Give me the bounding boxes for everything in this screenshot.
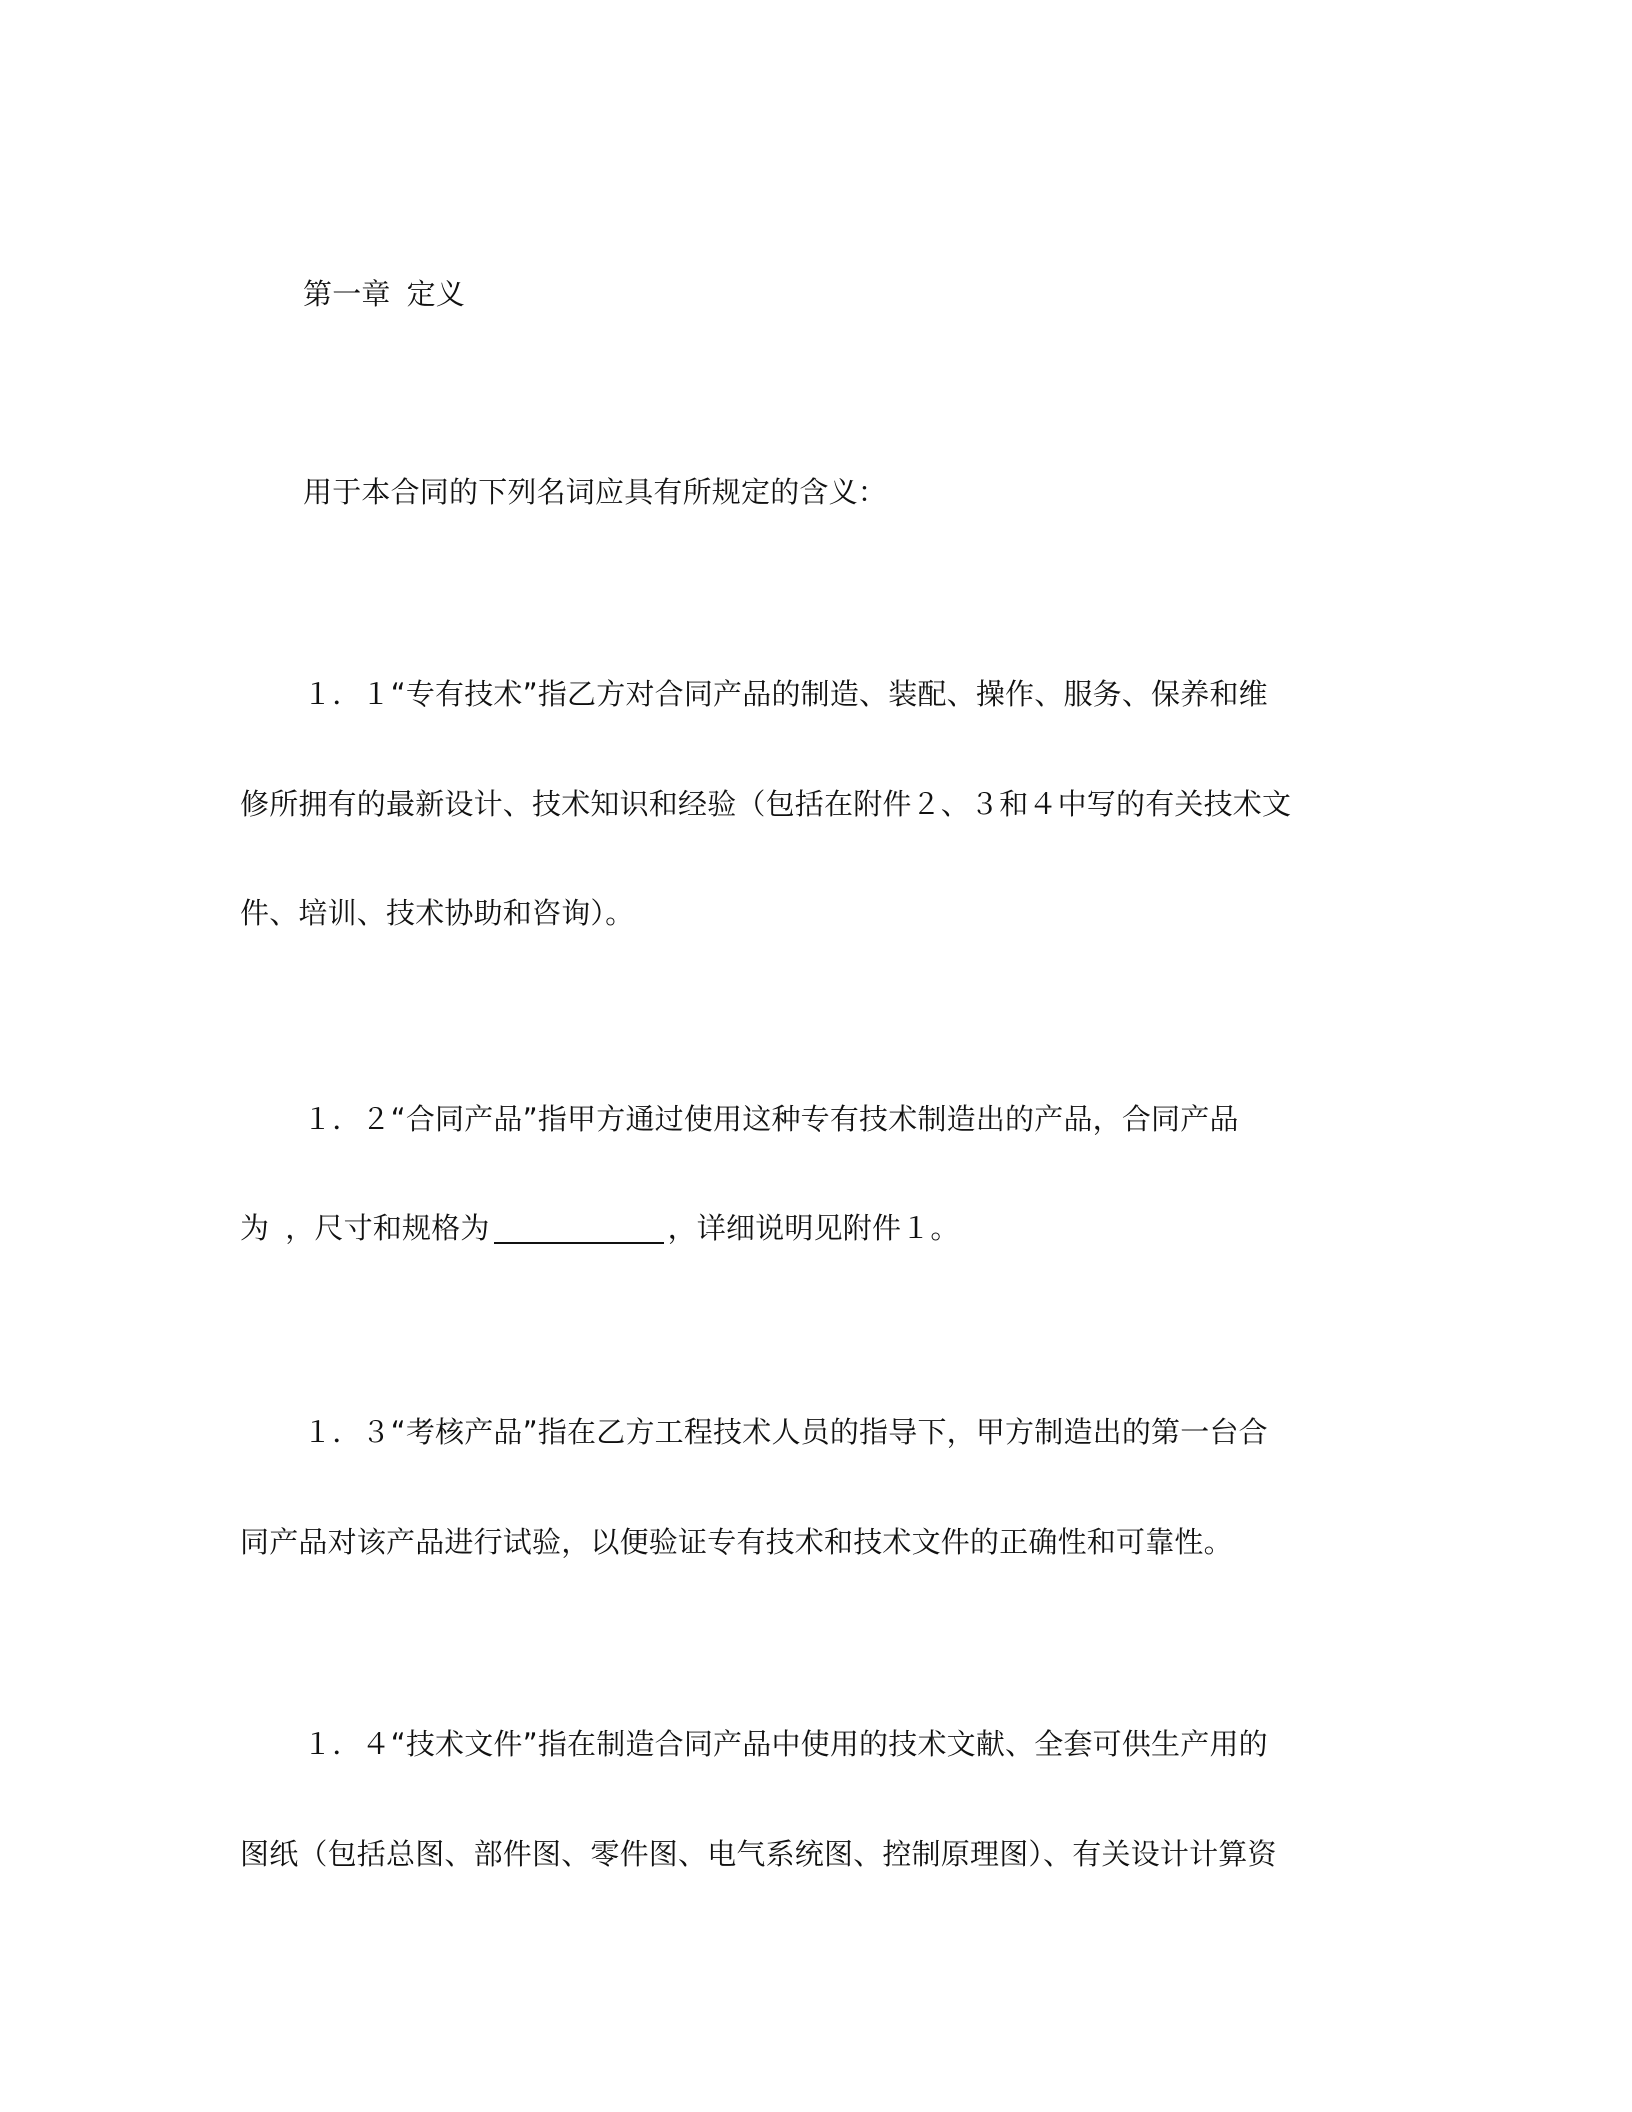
chapter-heading	[303, 274, 1453, 314]
clause-1-1-line-2: 修所拥有的最新设计、技术知识和经验（包括在附件２、３和４中写的有关技术文	[240, 787, 1292, 821]
clause-1-1-line-1: １．１“专有技术”指乙方对合同产品的制造、装配、操作、服务、保养和维	[303, 677, 1268, 711]
clause-1-2-line-1: １．２“合同产品”指甲方通过使用这种专有技术制造出的产品，合同产品	[303, 1102, 1239, 1136]
clause-1-2-text-b: ，尺寸和规格为	[285, 1211, 490, 1245]
clause-1-4-line-1: １．４“技术文件”指在制造合同产品中使用的技术文献、全套可供生产用的	[303, 1727, 1268, 1761]
clause-1-1-line-3: 件、培训、技术协助和咨询）。	[240, 896, 635, 930]
clause-1-2-text-c: ，详细说明见附件１。	[667, 1211, 960, 1245]
fill-in-blank	[494, 1241, 664, 1244]
clause-1-4-line-2: 图纸（包括总图、部件图、零件图、电气系统图、控制原理图）、有关设计计算资	[240, 1837, 1277, 1871]
clause-1-3-line-1: １．３“考核产品”指在乙方工程技术人员的指导下，甲方制造出的第一台合	[303, 1415, 1268, 1449]
intro-paragraph: 用于本合同的下列名词应具有所规定的含义：	[303, 475, 888, 509]
chapter-number: 第一章	[303, 277, 391, 311]
chapter-title: 定义	[406, 277, 466, 311]
clause-1-2-text-a: 为	[240, 1211, 270, 1245]
clause-1-2-line-2	[240, 1208, 1390, 1248]
clause-1-3-line-2: 同产品对该产品进行试验，以便验证专有技术和技术文件的正确性和可靠性。	[240, 1525, 1233, 1559]
